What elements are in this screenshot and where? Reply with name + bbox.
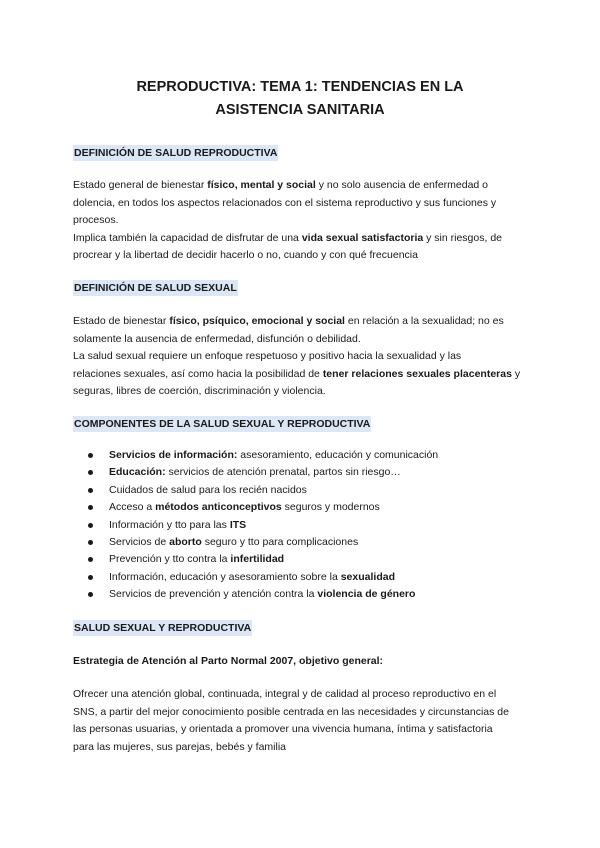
bold-text: ITS — [229, 518, 247, 531]
bold-text: Servicios de información: — [109, 449, 238, 461]
text-run: Servicios de — [109, 536, 170, 549]
text-run: Estado de bienestar — [73, 315, 170, 327]
list-item — [88, 464, 438, 481]
text-line: para las mujeres, sus parejas, bebés y familia — [73, 740, 287, 753]
text-run: en relación a la sexualidad; no es — [344, 315, 504, 327]
bullet-icon — [88, 453, 93, 458]
section-heading-salud-sexual: DEFINICIÓN DE SALUD SEXUAL — [74, 282, 237, 294]
bold-text: sexualidad — [340, 570, 395, 583]
bullet-icon — [88, 540, 93, 545]
bold-text: Educación: — [109, 466, 166, 479]
text-line — [73, 313, 533, 331]
list-item — [88, 569, 438, 586]
list-item — [88, 447, 438, 464]
list-item — [88, 499, 438, 516]
text-line — [73, 177, 533, 195]
text-line: procrear y la libertad de decidir hacerlo o no, cuando y con qué frecuencia — [73, 249, 418, 261]
bold-text: métodos anticonceptivos — [155, 501, 282, 514]
list-item — [88, 482, 438, 499]
title-line-2: ASISTENCIA SANITARIA — [215, 102, 385, 118]
text-run: Servicios de prevención y atención contra la — [109, 588, 318, 601]
text-run: Estado general de bienestar — [73, 179, 208, 191]
text-run: servicios de atención prenatal, partos sin riesgo… — [165, 466, 401, 479]
text-line: las personas usuarias, y orientada a promover una vivencia humana, íntima y satisfactoria — [73, 723, 493, 735]
bold-text: violencia de género — [317, 588, 416, 601]
text-run: Prevención y tto contra la — [109, 553, 231, 566]
bullet-icon — [88, 575, 93, 580]
text-line: seguras, libres de coerción, discriminación y violencia. — [73, 385, 326, 397]
text-line — [73, 366, 533, 384]
bold-text: Estrategia de Atención al Parto Normal 2007, objetivo general: — [73, 655, 384, 667]
list-item — [88, 534, 438, 551]
bold-text: físico, mental y social — [207, 179, 316, 191]
list-item — [88, 551, 438, 568]
text-run: Implica también la capacidad de disfrutar de una — [73, 231, 302, 244]
bold-text: vida sexual satisfactoria — [301, 231, 424, 244]
title-line-1: REPRODUCTIVA: TEMA 1: TENDENCIAS EN LA — [136, 79, 464, 95]
bullet-icon — [88, 592, 93, 597]
section-heading-salud-reproductiva: DEFINICIÓN DE SALUD REPRODUCTIVA — [74, 147, 278, 159]
paragraph-salud-reproductiva — [73, 177, 533, 265]
paragraph-salud-sexual — [73, 313, 533, 401]
text-line: Ofrecer una atención global, continuada, integral y de calidad al proceso reproductivo en el — [73, 688, 497, 700]
text-run: y — [511, 367, 521, 380]
text-line: La salud sexual requiere un enfoque respetuoso y positivo hacia la sexualidad y las — [73, 350, 462, 362]
bullet-icon — [88, 488, 93, 493]
list-item — [88, 517, 438, 534]
text-run: asesoramiento, educación y comunicación — [237, 449, 439, 461]
subheading-estrategia — [73, 653, 533, 671]
text-run: Información, educación y asesoramiento sobre la — [109, 570, 341, 583]
section-heading-componentes: COMPONENTES DE LA SALUD SEXUAL Y REPRODUCTIVA — [74, 418, 371, 430]
bullet-icon — [88, 470, 93, 475]
bullet-icon — [88, 505, 93, 510]
text-run: y sin riesgos, de — [423, 231, 503, 244]
text-run: Acceso a — [109, 501, 156, 514]
page-title — [0, 76, 600, 122]
text-line: SNS, a partir del mejor conocimiento posible centrada en las necesidades y circunstancias de — [73, 705, 509, 718]
section-heading-salud-sexual-reproductiva: SALUD SEXUAL Y REPRODUCTIVA — [74, 622, 252, 634]
bold-text: infertilidad — [230, 553, 285, 566]
text-run: Cuidados de salud para los recién nacidos — [109, 483, 307, 496]
bold-text: aborto — [169, 536, 202, 549]
text-run: seguros y modernos — [281, 501, 380, 514]
bold-text: físico, psíquico, emocional y social — [169, 315, 345, 327]
text-line: procesos. — [73, 214, 119, 226]
bullet-icon — [88, 523, 93, 528]
list-item — [88, 586, 438, 603]
bullet-icon — [88, 557, 93, 562]
bold-text: tener relaciones sexuales placenteras — [322, 367, 512, 380]
paragraph-objetivo — [73, 686, 533, 756]
text-line — [73, 230, 533, 248]
text-run: y no solo ausencia de enfermedad o — [315, 179, 489, 191]
components-list — [88, 447, 438, 604]
text-line: dolencia, en todos los aspectos relacionados con el sistema reproductivo y sus funciones y — [73, 196, 497, 209]
text-run: Información y tto para las — [109, 518, 230, 531]
text-line: solamente la ausencia de enfermedad, disfunción o debilidad. — [73, 332, 361, 345]
text-run: relaciones sexuales, así como hacia la posibilidad de — [73, 367, 323, 380]
text-run: seguro y tto para complicaciones — [201, 536, 359, 549]
